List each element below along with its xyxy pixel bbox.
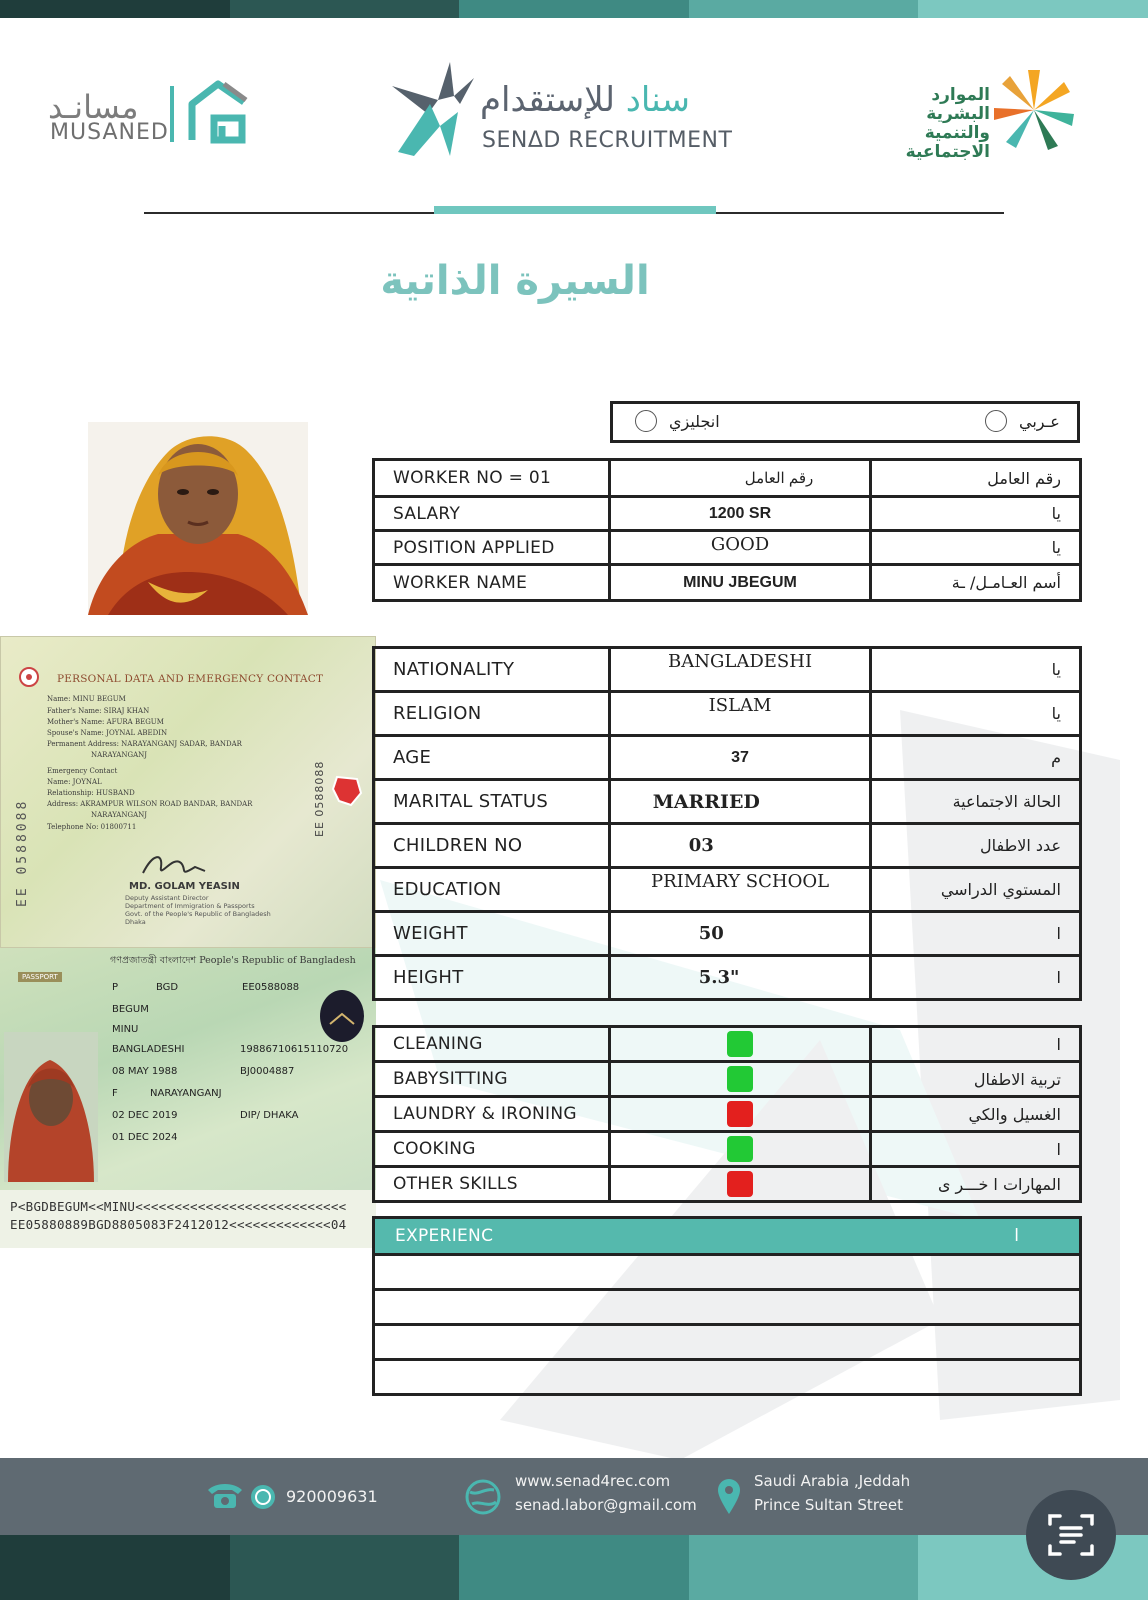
age-arabic: م — [871, 736, 1081, 780]
passport-previous-number: BJ0004887 — [240, 1066, 295, 1077]
children-arabic: عدد الاطفال — [871, 824, 1081, 868]
nationality-value: BANGLADESHI — [609, 648, 871, 692]
skill-other-arabic: المهارات ا خـــر ى — [871, 1167, 1081, 1202]
table-row — [374, 1062, 1081, 1097]
weight-value: 50 — [609, 912, 871, 956]
senad-arabic-accent: سناد — [625, 80, 690, 120]
arabic-label: عـربي — [1019, 411, 1060, 431]
table-row — [374, 1027, 1081, 1062]
table-row — [374, 912, 1081, 956]
skills-table — [372, 1025, 1082, 1203]
weight-label: WEIGHT — [374, 912, 610, 956]
footer — [0, 1458, 1148, 1536]
skill-indicator — [727, 1031, 753, 1057]
religion-label: RELIGION — [374, 692, 610, 736]
passport-dob: 08 MAY 1988 — [112, 1066, 178, 1077]
passport-scan — [0, 636, 376, 1248]
senad-arabic-name — [480, 80, 690, 120]
table-row — [374, 1132, 1081, 1167]
children-value: 03 — [609, 824, 871, 868]
table-row — [374, 1167, 1081, 1202]
passport-emblem-icon — [19, 667, 39, 687]
passport-side-code: EE 0588088 — [15, 798, 30, 907]
passport-line: Emergency Contact — [47, 767, 118, 775]
passport-personal-number: 19886710615110720 — [240, 1044, 349, 1055]
passport-authority: DIP/ DHAKA — [240, 1110, 299, 1121]
weight-arabic: ا — [871, 912, 1081, 956]
passport-line: NARAYANGANJ — [91, 811, 148, 819]
age-value: 37 — [609, 736, 871, 780]
footer-email[interactable]: senad.labor@gmail.com — [515, 1496, 697, 1514]
salary-arabic: يا — [871, 497, 1081, 531]
skill-laundry-label: LAUNDRY & IRONING — [374, 1097, 610, 1132]
experience-row — [372, 1256, 1082, 1291]
passport-mrz-line1: P<BGDBEGUM<<MINU<<<<<<<<<<<<<<<<<<<<<<<<<<< — [10, 1199, 347, 1214]
senad-star-icon — [388, 52, 476, 157]
musaned-logo — [48, 78, 258, 148]
passport-line: NARAYANGANJ — [91, 751, 148, 759]
skill-laundry-arabic: الغسيل والكي — [871, 1097, 1081, 1132]
table-row — [374, 780, 1081, 824]
worker-photo — [88, 422, 308, 615]
table-row — [374, 736, 1081, 780]
position-label: POSITION APPLIED — [374, 531, 610, 565]
passport-number: EE0588088 — [242, 982, 300, 993]
passport-birthplace: NARAYANGANJ — [150, 1088, 222, 1099]
cv-title: السيرة الذاتية — [380, 258, 650, 304]
musaned-divider — [170, 86, 174, 142]
musaned-arabic-text: مسانـد — [48, 88, 139, 126]
nationality-arabic: يا — [871, 648, 1081, 692]
passport-personal-data-page — [0, 636, 376, 948]
language-option-arabic[interactable] — [985, 410, 1060, 432]
skill-indicator — [727, 1136, 753, 1162]
worker-name-label: WORKER NAME — [374, 565, 610, 601]
skill-cleaning-label: CLEANING — [374, 1027, 610, 1062]
worker-number-arabic: رقم العامل — [871, 460, 1081, 497]
passport-mrz — [0, 1190, 376, 1248]
education-arabic: المستوي الدراسي — [871, 868, 1081, 912]
position-value: GOOD — [609, 531, 871, 565]
passport-line: Father's Name: SIRAJ KHAN — [47, 707, 150, 715]
position-arabic: يا — [871, 531, 1081, 565]
skill-other-label: OTHER SKILLS — [374, 1167, 610, 1202]
religion-arabic: يا — [871, 692, 1081, 736]
passport-number-vertical: EE 0588088 — [313, 760, 326, 837]
top-stripe — [0, 0, 1148, 18]
skill-cleaning-arabic: ا — [871, 1027, 1081, 1062]
bangladesh-map-icon — [329, 773, 365, 809]
passport-issue-date: 02 DEC 2019 — [112, 1110, 178, 1121]
passport-label: PASSPORT — [18, 972, 62, 982]
education-value: PRIMARY SCHOOL — [609, 868, 871, 912]
skill-indicator — [727, 1066, 753, 1092]
bottom-stripe — [0, 1535, 1148, 1600]
skill-cooking-status — [609, 1132, 870, 1167]
experience-row — [372, 1361, 1082, 1396]
text-scan-icon — [1046, 1510, 1096, 1560]
hr-ministry-text — [862, 86, 990, 162]
passport-signatory-title: Deputy Assistant Director Department of Immigration & Passports Govt. of the People's Republic of Bangladesh Dhaka — [125, 894, 271, 926]
marital-status-arabic: الحالة الاجتماعية — [871, 780, 1081, 824]
table-row — [374, 956, 1081, 1000]
footer-location-line2: Prince Sultan Street — [754, 1496, 903, 1514]
header-divider-accent — [434, 206, 716, 214]
skill-babysitting-status — [609, 1062, 870, 1097]
passport-holder-photo — [4, 1032, 98, 1182]
passport-surname: BEGUM — [112, 1004, 149, 1015]
hr-starburst-icon — [990, 66, 1078, 154]
telephone-icon — [206, 1480, 244, 1510]
whatsapp-icon — [250, 1484, 276, 1510]
marital-status-value: MARRIED — [609, 780, 871, 824]
age-label: AGE — [374, 736, 610, 780]
english-label: انجليزي — [669, 411, 720, 431]
senad-arabic-dark: للإستقدام — [480, 80, 615, 120]
language-option-english[interactable] — [635, 410, 720, 432]
passport-line: Mother's Name: AFURA BEGUM — [47, 718, 164, 726]
experience-label: EXPERIENC — [395, 1226, 494, 1246]
language-selector — [610, 401, 1080, 443]
footer-phone[interactable]: 920009631 — [286, 1487, 378, 1506]
passport-given-name: MINU — [112, 1024, 139, 1035]
musaned-english-text: MUSANED — [50, 120, 169, 145]
salary-value: 1200 SR — [609, 497, 871, 531]
passport-chip-icon — [318, 988, 366, 1044]
passport-line: Name: JOYNAL — [47, 778, 102, 786]
experience-row — [372, 1291, 1082, 1326]
height-label: HEIGHT — [374, 956, 610, 1000]
table-row — [374, 648, 1081, 692]
passport-line: Permanent Address: NARAYANGANJ SADAR, BANDAR — [47, 740, 242, 748]
worker-number-value: رقم العامل — [609, 460, 871, 497]
table-row — [374, 868, 1081, 912]
passport-line: Name: MINU BEGUM — [47, 695, 126, 703]
worker-summary-table — [372, 458, 1082, 602]
hr-line2: والتنمية الاجتماعية — [905, 123, 990, 162]
skill-other-status — [609, 1167, 870, 1202]
passport-mrz-line2: EE05880889BGD8805083F2412012<<<<<<<<<<<<<04 — [10, 1217, 347, 1232]
passport-type: P — [112, 982, 119, 993]
musaned-house-icon — [184, 78, 254, 148]
globe-icon — [464, 1478, 502, 1516]
height-arabic: ا — [871, 956, 1081, 1000]
passport-sex: F — [112, 1088, 118, 1099]
skill-cleaning-status — [609, 1027, 870, 1062]
children-label: CHILDREN NO — [374, 824, 610, 868]
skill-laundry-status — [609, 1097, 870, 1132]
skill-babysitting-label: BABYSITTING — [374, 1062, 610, 1097]
senad-english-name: SENΔD RECRUITMENT — [482, 128, 733, 153]
worker-number-label: WORKER NO = 01 — [374, 460, 610, 497]
scan-text-button[interactable] — [1026, 1490, 1116, 1580]
passport-country-header: গণপ্রজাতন্ত্রী বাংলাদেশ People's Republic of Bangladesh — [110, 955, 356, 966]
arabic-radio[interactable] — [985, 410, 1007, 432]
marital-status-label: MARITAL STATUS — [374, 780, 610, 824]
worker-name-value: MINU JBEGUM — [609, 565, 871, 601]
experience-arabic: ا — [1014, 1226, 1019, 1246]
salary-label: SALARY — [374, 497, 610, 531]
skill-indicator — [727, 1171, 753, 1197]
passport-line: Telephone No: 01800711 — [47, 823, 137, 831]
passport-line: Address: AKRAMPUR WILSON ROAD BANDAR, BANDAR — [47, 800, 253, 808]
footer-website[interactable]: www.senad4rec.com — [515, 1472, 671, 1490]
passport-page1-title: PERSONAL DATA AND EMERGENCY CONTACT — [57, 673, 324, 685]
skill-indicator — [727, 1101, 753, 1127]
table-row — [374, 460, 1081, 497]
passport-expiry-date: 01 DEC 2024 — [112, 1132, 178, 1143]
passport-line: Relationship: HUSBAND — [47, 789, 135, 797]
passport-line: Spouse's Name: JOYNAL ABEDIN — [47, 729, 168, 737]
table-row — [374, 692, 1081, 736]
passport-signature-icon — [139, 849, 209, 881]
passport-nationality: BANGLADESHI — [112, 1044, 185, 1055]
passport-signatory-name: MD. GOLAM YEASIN — [129, 881, 240, 892]
height-value: 5.3" — [609, 956, 871, 1000]
skill-cooking-label: COOKING — [374, 1132, 610, 1167]
location-pin-icon — [716, 1478, 742, 1516]
hr-ministry-logo — [862, 66, 1082, 162]
table-row — [374, 1097, 1081, 1132]
footer-location-line1: Saudi Arabia ,Jeddah — [754, 1472, 911, 1490]
table-row — [374, 531, 1081, 565]
experience-header — [372, 1216, 1082, 1256]
religion-value: ISLAM — [609, 692, 871, 736]
worker-details-table — [372, 646, 1082, 1001]
skill-babysitting-arabic: تربية الاطفال — [871, 1062, 1081, 1097]
senad-recruitment-logo — [388, 52, 733, 162]
table-row — [374, 497, 1081, 531]
table-row — [374, 824, 1081, 868]
table-row — [374, 565, 1081, 601]
worker-name-arabic: أسم العـامـل/ ـة — [871, 565, 1081, 601]
english-radio[interactable] — [635, 410, 657, 432]
experience-row — [372, 1326, 1082, 1361]
education-label: EDUCATION — [374, 868, 610, 912]
passport-country-code: BGD — [156, 982, 179, 993]
hr-line1: الموارد البشرية — [926, 85, 990, 124]
nationality-label: NATIONALITY — [374, 648, 610, 692]
skill-cooking-arabic: ا — [871, 1132, 1081, 1167]
